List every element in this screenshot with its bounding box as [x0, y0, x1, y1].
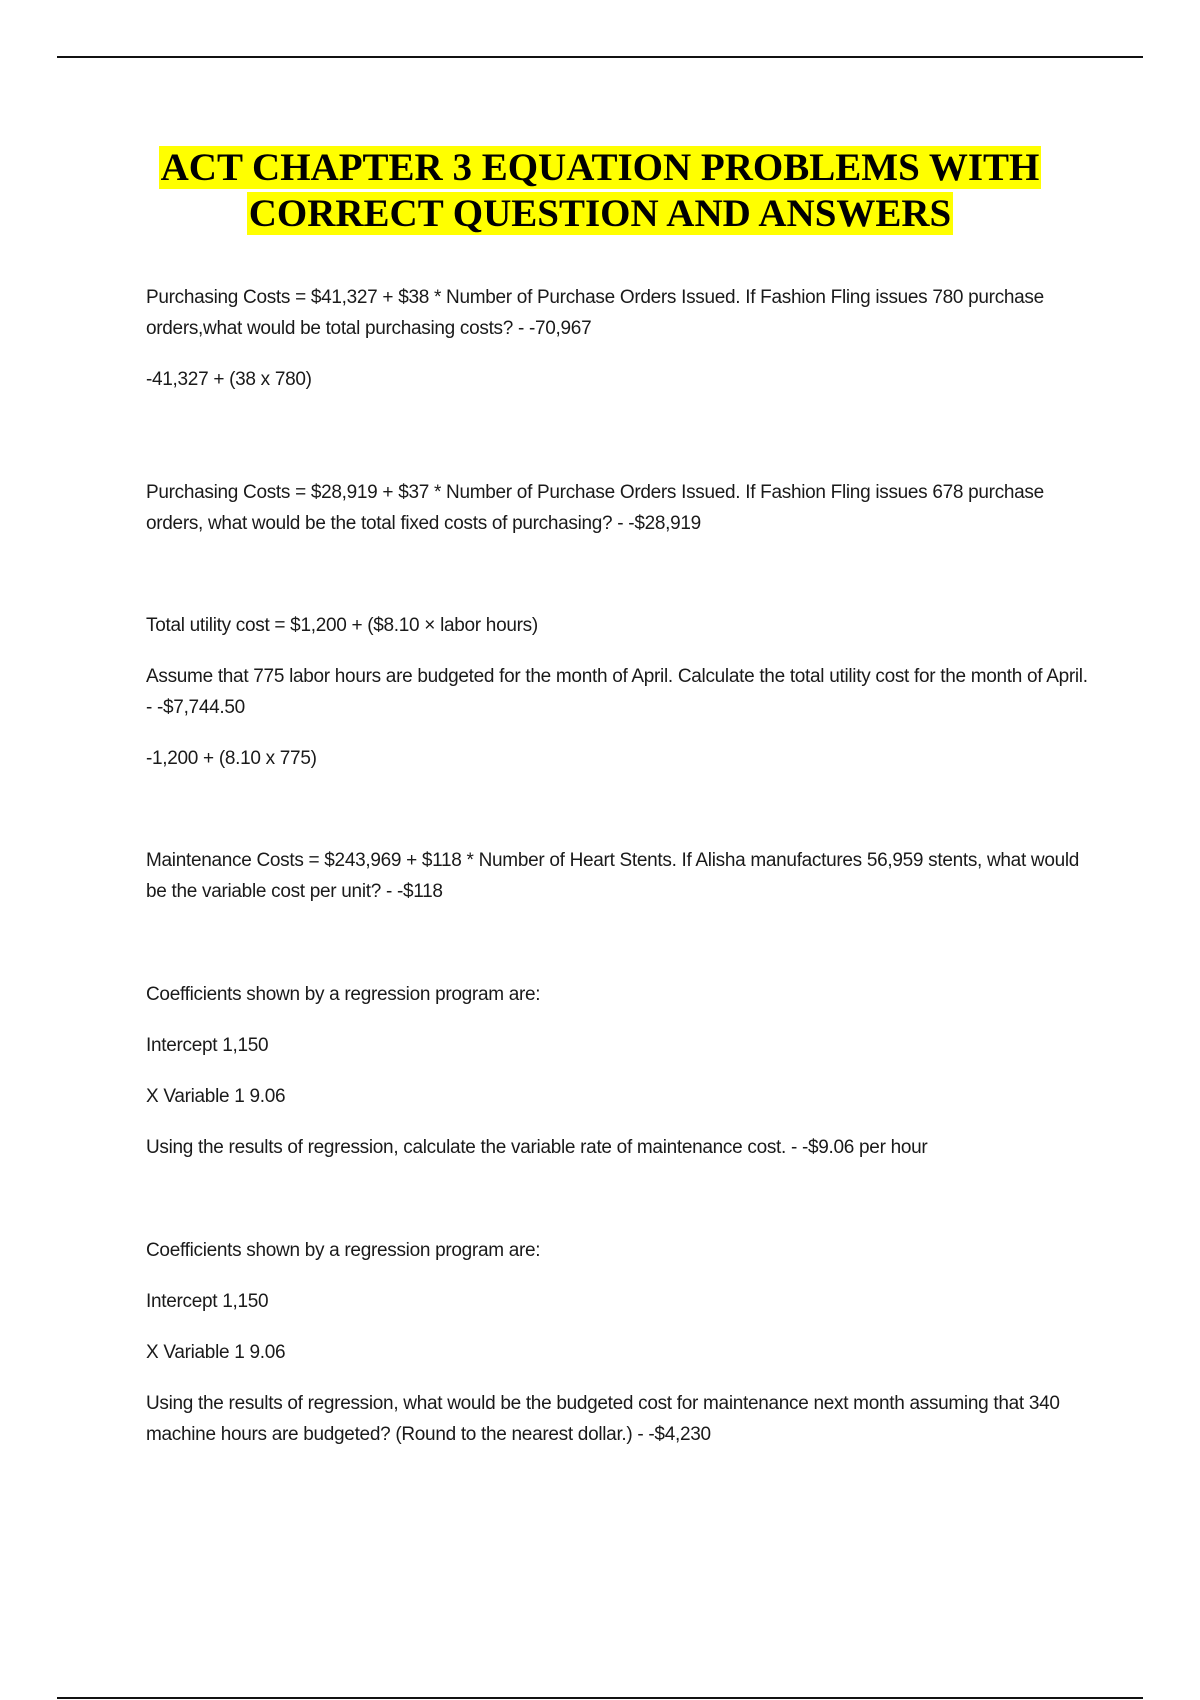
question-4-text: Maintenance Costs = $243,969 + $118 * Number of Heart Stents. If Alisha manufactures 56,959 stents, what would be the variable cost per unit? - -$118	[146, 850, 1080, 902]
question-5-intercept: Intercept 1,150	[146, 1035, 269, 1056]
question-2-text: Purchasing Costs = $28,919 + $37 * Number of Purchase Orders Issued. If Fashion Fling issues 678 purchase orders, what would be the total fixed costs of purchasing? - -$28,919	[146, 482, 1044, 534]
question-6-text: Using the results of regression, what would be the budgeted cost for maintenance next month assuming that 340 machine hours are budgeted? (Round to the nearest dollar.) - -$4,230	[146, 1393, 1060, 1445]
question-6-intercept: Intercept 1,150	[146, 1291, 269, 1312]
question-3-work: -1,200 + (8.10 x 775)	[146, 748, 317, 769]
question-5-text: Using the results of regression, calculate the variable rate of maintenance cost. - -$9.06 per hour	[146, 1137, 928, 1158]
question-5-intro: Coefficients shown by a regression program are:	[146, 984, 541, 1005]
title-line-1: ACT CHAPTER 3 EQUATION PROBLEMS WITH	[160, 146, 1040, 189]
title-line-2: CORRECT QUESTION AND ANSWERS	[248, 192, 952, 235]
document-title	[0, 145, 1200, 237]
question-3-formula: Total utility cost = $1,200 + ($8.10 × labor hours)	[146, 615, 538, 636]
top-rule	[57, 56, 1143, 58]
question-5-xvariable: X Variable 1 9.06	[146, 1086, 286, 1107]
question-6-intro: Coefficients shown by a regression program are:	[146, 1240, 541, 1261]
question-3-text: Assume that 775 labor hours are budgeted for the month of April. Calculate the total utility cost for the month of April. - -$7,744.50	[146, 666, 1088, 718]
bottom-rule	[57, 1697, 1143, 1699]
document-body	[146, 282, 1096, 1450]
question-6-xvariable: X Variable 1 9.06	[146, 1342, 286, 1363]
question-1-work: -41,327 + (38 x 780)	[146, 369, 312, 390]
question-1-text: Purchasing Costs = $41,327 + $38 * Number of Purchase Orders Issued. If Fashion Fling issues 780 purchase orders,what would be total purchasing costs? - -70,967	[146, 287, 1044, 339]
